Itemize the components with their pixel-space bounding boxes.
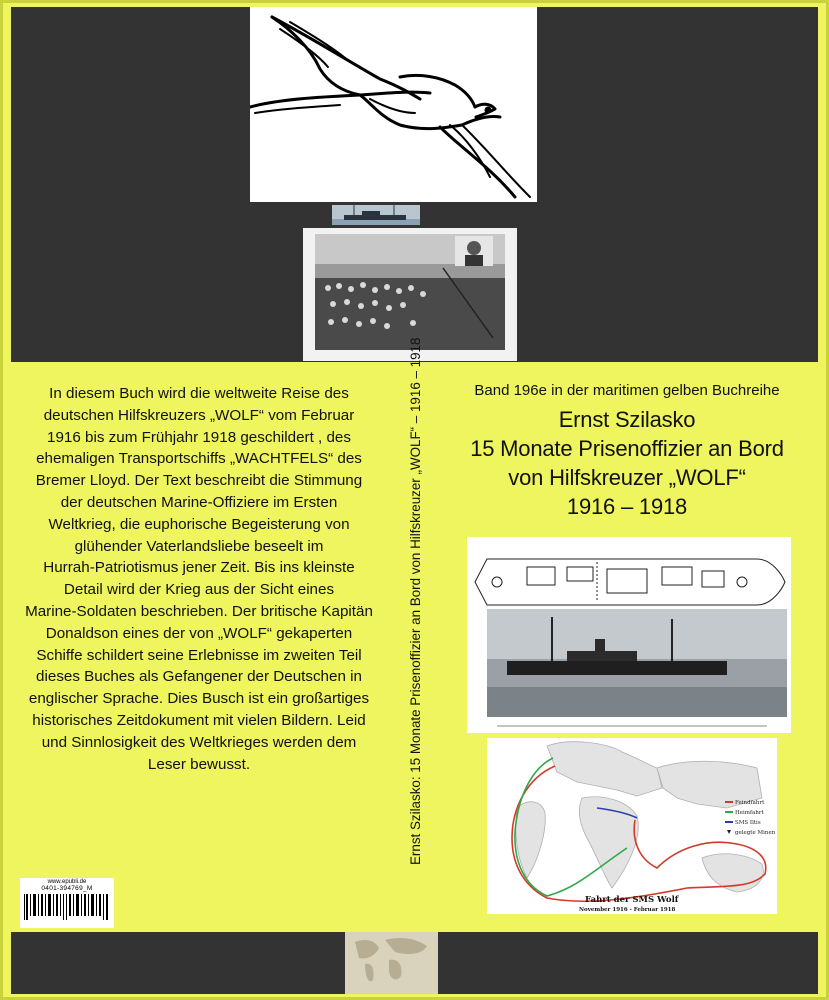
map-title: Fahrt der SMS Wolf [585, 895, 679, 905]
legend-entry: gelegte Minen [735, 830, 776, 836]
blurb-line: dieses Buches als Gefangener der Deutschen in [36, 668, 362, 686]
route-map [487, 738, 777, 914]
series-label: Band 196e in der maritimen gelben Buchreihe [474, 382, 780, 399]
ship-photo-strip [332, 205, 420, 225]
blurb-line: 1916 bis zum Frühjahr 1918 geschildert , des [47, 428, 351, 446]
blurb-line: Donaldson eines der von „WOLF“ gekaperten [45, 624, 353, 642]
blurb-line: Leser bewusst. [147, 755, 251, 773]
blurb-line: deutschen Hilfskreuzers „WOLF“ vom Februar [43, 406, 355, 424]
blurb-line: und Sinnlosigkeit des Weltkrieges werden dem [41, 733, 357, 751]
blurb-line: ehemaligen Transportschiffs „WACHTFELS“ des [36, 450, 362, 468]
blurb-line: historisches Zeitdokument mit vielen Bildern. Leid [32, 711, 366, 729]
barcode-number: 0401-394769_M [41, 885, 93, 892]
blurb-line: Detail wird der Krieg aus der Sicht eines [63, 581, 335, 599]
albatross-drawing [250, 7, 537, 202]
blurb-line: In diesem Buch wird die weltweite Reise des [49, 385, 349, 402]
map-subtitle: November 1916 - Februar 1918 [579, 907, 676, 913]
isbn-barcode [20, 878, 114, 928]
front-cover-title [430, 382, 824, 521]
title-line-1: 15 Monate Prisenoffizier an Bord [470, 436, 784, 461]
legend-entry: Heimfahrt [735, 810, 764, 816]
legend-entry: Feindfahrt [735, 800, 765, 806]
blurb-line: Schiffe schildert seine Erlebnisse im zweiten Teil [36, 646, 362, 664]
blurb-line: Marine-Soldaten beschrieben. Der britische Kapitän [25, 602, 373, 620]
spine-text: Ernst Szilasko: 15 Monate Prisenoffizier an Bord von Hilfskreuzer „WOLF“ – 1916 – 1918 [408, 337, 423, 865]
blurb-line: glühender Vaterlandsliebe beseelt im [74, 537, 324, 555]
title-years: 1916 – 1918 [566, 494, 688, 519]
barcode-bars [20, 892, 114, 922]
back-cover-blurb [18, 383, 380, 775]
blurb-line: Bremer Lloyd. Der Text beschreibt die Stimmung [35, 472, 363, 490]
title-line-2: von Hilfskreuzer „WOLF“ [508, 465, 746, 490]
legend-entry: SMS Iltis [735, 820, 761, 826]
blurb-line: englischer Sprache. Dies Busch ist ein großartiges [28, 690, 370, 708]
world-map-thumbnail [345, 932, 438, 994]
blurb-line: der deutschen Marine-Offiziere im Ersten [60, 493, 338, 511]
publisher-url: www.epubli.de [47, 879, 87, 885]
blurb-line: Hurrah-Patriotismus jener Zeit. Bis ins kleinste [43, 559, 355, 577]
author-name: Ernst Szilasko [558, 407, 696, 432]
ship-plan-and-photo [467, 537, 791, 733]
blurb-line: Weltkrieg, die euphorische Begeisterung von [48, 515, 350, 533]
